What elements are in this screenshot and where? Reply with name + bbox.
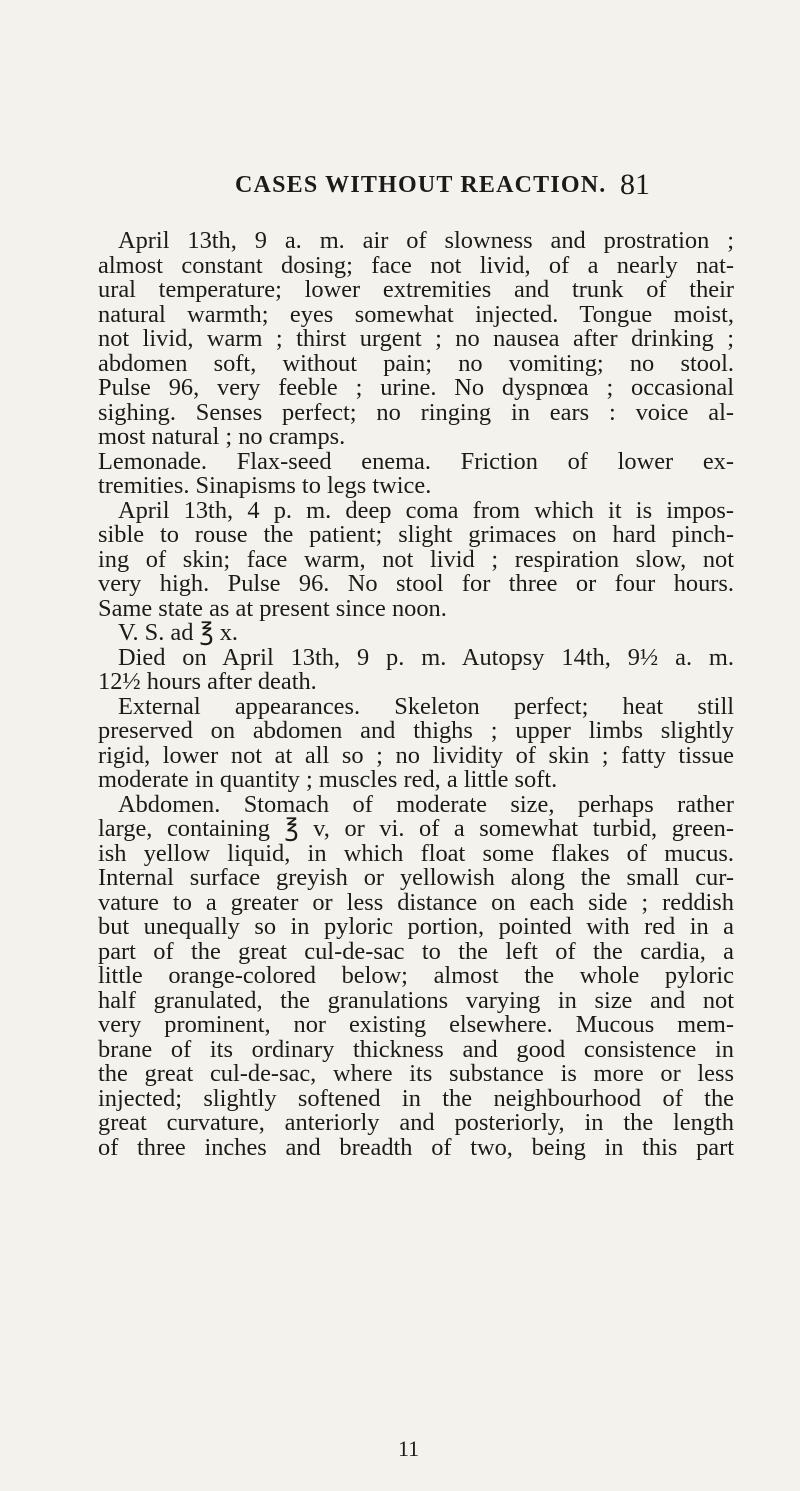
running-title: CASES WITHOUT REACTION. [235,172,607,198]
text-line: part of the great cul-de-sac to the left of the cardia, a [98,937,734,965]
signature-mark: 11 [398,1436,420,1461]
text-line: V. S. ad ℥ x. [118,619,239,646]
text-line: natural warmth; eyes somewhat injected. Tongue moist, [98,300,734,328]
text-line: ing of skin; face warm, not livid ; respiration slow, not [98,545,734,573]
text-line: rigid, lower not at all so ; no lividity of skin ; fatty tissue [98,741,734,769]
text-line: sighing. Senses perfect; no ringing in ears : voice al- [98,398,734,426]
text-line: the great cul-de-sac, where its substance is more or less [98,1060,734,1087]
text-line: little orange-colored below; almost the whole pyloric [98,962,734,989]
text-line: great curvature, anteriorly and posteriorly, in the length [98,1109,734,1136]
text-line: large, containing ℥ v, or vi. of a somewhat turbid, green- [98,815,734,842]
text-line: brane of its ordinary thickness and good consistence in [98,1035,734,1063]
text-line: External appearances. Skeleton perfect; heat still [118,692,734,720]
text-line: almost constant dosing; face not livid, of a nearly nat- [98,251,734,279]
text-line: preserved on abdomen and thighs ; upper limbs slightly [98,717,734,744]
text-line: vature to a greater or less distance on each side ; reddish [98,888,734,916]
page-number: 81 [620,168,650,201]
text-line: April 13th, 9 a. m. air of slowness and prostration ; [118,227,734,254]
text-line: Died on April 13th, 9 p. m. Autopsy 14th, 9½ a. m. [118,643,734,671]
text-line: most natural ; no cramps. [98,423,346,450]
text-line: not livid, warm ; thirst urgent ; no nausea after drinking ; [98,325,734,352]
body-text [98,229,734,1160]
text-line: Lemonade. Flax-seed enema. Friction of lower ex- [98,447,734,475]
text-line: 12½ hours after death. [98,668,317,695]
text-line: April 13th, 4 p. m. deep coma from which it is impos- [118,496,734,524]
text-line: abdomen soft, without pain; no vomiting; no stool. [98,349,734,377]
text-line: Abdomen. Stomach of moderate size, perhaps rather [118,790,734,818]
running-head [200,168,650,208]
text-line: Internal surface greyish or yellowish along the small cur- [98,864,734,891]
text-line: very prominent, nor existing elsewhere. Mucous mem- [98,1011,734,1038]
text-line: ish yellow liquid, in which float some flakes of mucus. [98,839,734,867]
text-line: but unequally so in pyloric portion, pointed with red in a [98,913,734,940]
text-line: Same state as at present since noon. [98,594,447,622]
text-line: of three inches and breadth of two, being in this part [98,1133,734,1161]
text-line: moderate in quantity ; muscles red, a little soft. [98,766,558,793]
text-line: tremities. Sinapisms to legs twice. [98,472,432,499]
text-line: half granulated, the granulations varying in size and not [98,986,734,1014]
text-line: injected; slightly softened in the neighbourhood of the [98,1084,734,1112]
text-line: sible to rouse the patient; slight grimaces on hard pinch- [98,521,734,548]
text-line: ural temperature; lower extremities and trunk of their [98,276,734,303]
text-line: Pulse 96, very feeble ; urine. No dyspnœa ; occasional [98,374,734,401]
text-line: very high. Pulse 96. No stool for three or four hours. [98,570,734,597]
